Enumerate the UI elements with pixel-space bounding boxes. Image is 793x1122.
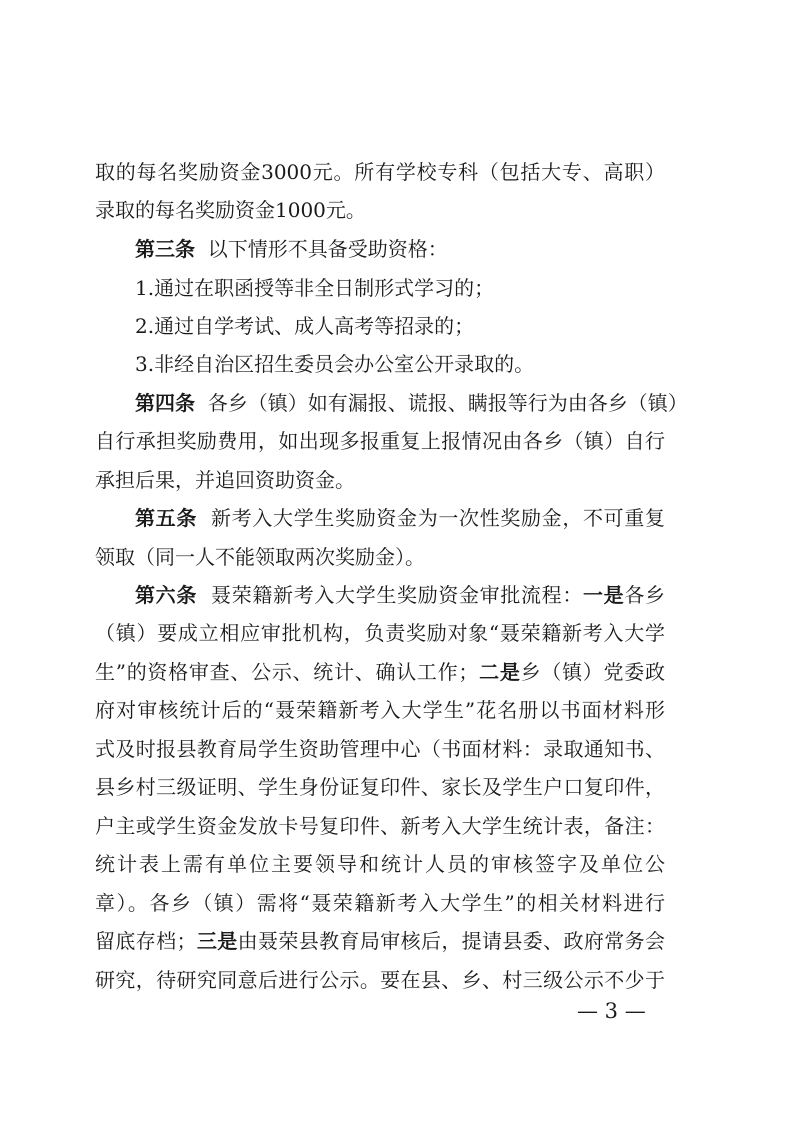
line-text: 章）。各乡（镇）需将“聂荣籍新考入大学生”的相关材料进行 bbox=[95, 891, 665, 915]
line-text: 各乡 bbox=[624, 583, 666, 607]
article-heading-line bbox=[0, 498, 793, 538]
line-text: 式及时报县教育局学生资助管理中心（书面材料：录取通知书、 bbox=[95, 737, 665, 761]
paragraph-line bbox=[0, 690, 793, 730]
paragraph-line bbox=[0, 883, 793, 923]
list-item bbox=[0, 306, 793, 346]
emphasis-text: 一是 bbox=[583, 583, 625, 607]
line-text: 承担后果，并追回资助资金。 bbox=[95, 468, 355, 492]
paragraph-line bbox=[0, 152, 793, 192]
article-heading-line bbox=[0, 383, 793, 423]
paragraph-line bbox=[0, 460, 793, 500]
line-text: 以下情形不具备受助资格： bbox=[207, 237, 448, 261]
line-text: 1.通过在职函授等非全日制形式学习的； bbox=[135, 276, 495, 300]
line-text: 新考入大学生奖励资金为一次性奖励金，不可重复 bbox=[211, 506, 666, 530]
article-label: 第四条 bbox=[135, 391, 195, 415]
article-label: 第五条 bbox=[135, 506, 197, 530]
line-text: 录取的每名奖励资金1000元。 bbox=[95, 198, 366, 222]
line-text: 户主或学生资金发放卡号复印件、新考入大学生统计表，备注： bbox=[95, 814, 665, 838]
paragraph-line bbox=[0, 537, 793, 577]
line-text: 县乡村三级证明、学生身份证复印件、家长及学生户口复印件， bbox=[95, 775, 665, 799]
paragraph-line bbox=[0, 421, 793, 461]
line-text: 3.非经自治区招生委员会办公室公开录取的。 bbox=[135, 352, 535, 376]
line-text: （镇）要成立相应审批机构，负责奖励对象“聂荣籍新考入大学 bbox=[95, 621, 665, 645]
page-number: — 3 — bbox=[577, 999, 646, 1023]
line-text: 由聂荣县教育局审核后，提请县委、政府常务会 bbox=[237, 929, 666, 953]
paragraph-line bbox=[0, 767, 793, 807]
article-label: 第三条 bbox=[135, 237, 195, 261]
line-text: 研究，待研究同意后进行公示。要在县、乡、村三级公示不少于 bbox=[95, 968, 665, 992]
list-item bbox=[0, 268, 793, 308]
line-text: 2.通过自学考试、成人高考等招录的； bbox=[135, 314, 475, 338]
paragraph-line bbox=[0, 960, 793, 1000]
line-text: 取的每名奖励资金3000元。所有学校专科（包括大专、高职） bbox=[95, 160, 665, 184]
line-text: 各乡（镇）如有漏报、谎报、瞒报等行为由各乡（镇） bbox=[207, 391, 688, 415]
article-label: 第六条 bbox=[135, 583, 197, 607]
paragraph-line bbox=[0, 190, 793, 230]
line-text: 聂荣籍新考入大学生奖励资金审批流程： bbox=[211, 583, 584, 607]
article-heading-line bbox=[0, 575, 793, 615]
line-text: 乡（镇）党委政 bbox=[520, 660, 666, 684]
line-text: 自行承担奖励费用，如出现多报重复上报情况由各乡（镇）自行 bbox=[95, 429, 665, 453]
line-text: 领取（同一人不能领取两次奖励金）。 bbox=[95, 545, 425, 569]
emphasis-text: 三是 bbox=[196, 929, 238, 953]
paragraph-line bbox=[0, 613, 793, 653]
line-text: 府对审核统计后的“聂荣籍新考入大学生”花名册以书面材料形 bbox=[95, 698, 665, 722]
paragraph-line bbox=[0, 652, 793, 692]
paragraph-line bbox=[0, 844, 793, 884]
line-text: 留底存档； bbox=[95, 929, 197, 953]
emphasis-text: 二是 bbox=[478, 660, 521, 684]
paragraph-line bbox=[0, 921, 793, 961]
line-text: 统计表上需有单位主要领导和统计人员的审核签字及单位公 bbox=[95, 852, 665, 876]
line-text: 生”的资格审查、公示、统计、确认工作； bbox=[95, 660, 479, 684]
list-item bbox=[0, 344, 793, 384]
paragraph-line bbox=[0, 729, 793, 769]
paragraph-line bbox=[0, 806, 793, 846]
article-heading-line bbox=[0, 229, 793, 269]
